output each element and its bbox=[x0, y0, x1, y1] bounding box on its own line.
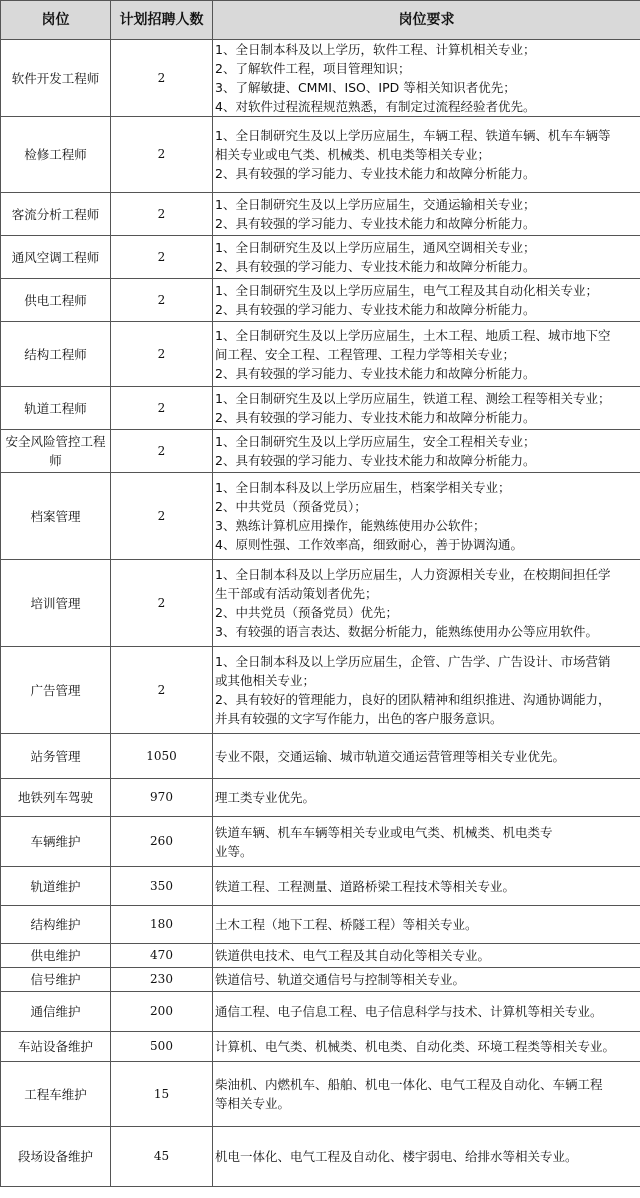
header-count: 计划招聘人数 bbox=[111, 1, 213, 40]
position-cell: 车辆维护 bbox=[1, 817, 111, 867]
count-cell: 260 bbox=[111, 817, 213, 867]
requirement-line: 等相关专业。 bbox=[215, 1096, 291, 1111]
count-cell: 970 bbox=[111, 779, 213, 817]
requirement-line: 或其他相关专业； bbox=[215, 673, 316, 688]
header-position: 岗位 bbox=[1, 1, 111, 40]
requirement-line: 1、全日制研究生及以上学历应届生，安全工程相关专业； bbox=[215, 434, 536, 449]
requirement-line: 1、全日制研究生及以上学历应届生，电气工程及其自动化相关专业； bbox=[215, 283, 598, 298]
requirements-cell bbox=[213, 560, 640, 647]
count-cell: 500 bbox=[111, 1032, 213, 1062]
position-cell: 通信维护 bbox=[1, 992, 111, 1032]
requirements-cell bbox=[213, 906, 640, 944]
table-row bbox=[1, 387, 640, 430]
requirement-line: 2、了解软件工程，项目管理知识； bbox=[215, 61, 411, 76]
count-cell: 2 bbox=[111, 430, 213, 473]
requirements-cell bbox=[213, 322, 640, 387]
requirement-line: 通信工程、电子信息工程、电子信息科学与技术、计算机等相关专业。 bbox=[215, 1004, 603, 1019]
requirement-line: 间工程、安全工程、工程管理、工程力学等相关专业； bbox=[215, 346, 516, 362]
requirements-cell bbox=[213, 734, 640, 779]
count-cell: 15 bbox=[111, 1062, 213, 1127]
requirement-line: 1、全日制研究生及以上学历应届生，土木工程、地质工程、城市地下空 bbox=[215, 327, 611, 343]
position-cell: 广告管理 bbox=[1, 647, 111, 734]
requirement-line: 2、具有较强的学习能力、专业技术能力和故障分析能力。 bbox=[215, 410, 536, 425]
requirement-line: 机电一体化、电气工程及自动化、楼宇弱电、给排水等相关专业。 bbox=[215, 1149, 578, 1164]
requirement-line: 2、中共党员（预备党员）优先； bbox=[215, 605, 398, 620]
position-cell: 站务管理 bbox=[1, 734, 111, 779]
count-cell: 2 bbox=[111, 387, 213, 430]
table-row bbox=[1, 1032, 640, 1062]
position-cell: 供电工程师 bbox=[1, 279, 111, 322]
requirement-line: 理工类专业优先。 bbox=[215, 790, 316, 805]
requirement-line: 柴油机、内燃机车、船舶、机电一体化、电气工程及自动化、车辆工程 bbox=[215, 1077, 603, 1092]
requirement-line: 1、全日制本科及以上学历，软件工程、计算机相关专业； bbox=[215, 42, 536, 57]
requirements-cell bbox=[213, 1032, 640, 1062]
requirements-cell bbox=[213, 992, 640, 1032]
table-row bbox=[1, 1062, 640, 1127]
requirements-cell bbox=[213, 40, 640, 117]
requirement-line: 4、对软件过程流程规范熟悉，有制定过流程经验者优先。 bbox=[215, 99, 536, 114]
requirements-cell bbox=[213, 387, 640, 430]
position-cell: 地铁列车驾驶 bbox=[1, 779, 111, 817]
requirement-line: 1、全日制研究生及以上学历应届生，铁道工程、测绘工程等相关专业； bbox=[215, 391, 611, 406]
position-cell: 段场设备维护 bbox=[1, 1127, 111, 1187]
requirement-line: 铁道信号、轨道交通信号与控制等相关专业。 bbox=[215, 972, 466, 987]
table-row bbox=[1, 236, 640, 279]
count-cell: 2 bbox=[111, 236, 213, 279]
position-cell: 轨道工程师 bbox=[1, 387, 111, 430]
requirement-line: 3、有较强的语言表达、数据分析能力，能熟练使用办公等应用软件。 bbox=[215, 624, 598, 639]
table-row bbox=[1, 906, 640, 944]
requirements-cell bbox=[213, 1127, 640, 1187]
requirements-cell bbox=[213, 117, 640, 193]
table-row bbox=[1, 279, 640, 322]
position-cell: 通风空调工程师 bbox=[1, 236, 111, 279]
table-row bbox=[1, 40, 640, 117]
table-header-row bbox=[1, 1, 640, 40]
table-row bbox=[1, 1127, 640, 1187]
header-requirements: 岗位要求 bbox=[213, 1, 640, 40]
count-cell: 2 bbox=[111, 647, 213, 734]
requirements-cell bbox=[213, 817, 640, 867]
table-row bbox=[1, 817, 640, 867]
requirements-cell bbox=[213, 473, 640, 560]
table-row bbox=[1, 779, 640, 817]
count-cell: 230 bbox=[111, 968, 213, 992]
count-cell: 180 bbox=[111, 906, 213, 944]
table-row bbox=[1, 430, 640, 473]
requirement-line: 相关专业或电气类、机械类、机电类等相关专业； bbox=[215, 147, 491, 162]
table-row bbox=[1, 968, 640, 992]
table-row bbox=[1, 992, 640, 1032]
position-cell: 安全风险管控工程师 bbox=[1, 430, 111, 473]
requirement-line: 1、全日制本科及以上学历应届生，档案学相关专业； bbox=[215, 480, 511, 495]
count-cell: 2 bbox=[111, 117, 213, 193]
requirement-line: 业等。 bbox=[215, 843, 253, 859]
requirement-line: 土木工程（地下工程、桥隧工程）等相关专业。 bbox=[215, 917, 478, 932]
count-cell: 1050 bbox=[111, 734, 213, 779]
table-row bbox=[1, 193, 640, 236]
requirements-cell bbox=[213, 430, 640, 473]
count-cell: 2 bbox=[111, 560, 213, 647]
requirements-cell bbox=[213, 1062, 640, 1127]
position-cell: 检修工程师 bbox=[1, 117, 111, 193]
position-cell: 结构工程师 bbox=[1, 322, 111, 387]
requirement-line: 1、全日制研究生及以上学历应届生，交通运输相关专业； bbox=[215, 197, 536, 212]
requirement-line: 2、具有较好的管理能力，良好的团队精神和组织推进、沟通协调能力， bbox=[215, 692, 611, 707]
requirement-line: 2、具有较强的学习能力、专业技术能力和故障分析能力。 bbox=[215, 302, 536, 317]
requirement-line: 计算机、电气类、机械类、机电类、自动化类、环境工程类等相关专业。 bbox=[215, 1039, 616, 1054]
position-cell: 客流分析工程师 bbox=[1, 193, 111, 236]
table-row bbox=[1, 473, 640, 560]
requirement-line: 铁道工程、工程测量、道路桥梁工程技术等相关专业。 bbox=[215, 878, 516, 894]
requirements-cell bbox=[213, 867, 640, 906]
position-cell: 工程车维护 bbox=[1, 1062, 111, 1127]
count-cell: 2 bbox=[111, 40, 213, 117]
requirements-cell bbox=[213, 779, 640, 817]
requirement-line: 铁道车辆、机车车辆等相关专业或电气类、机械类、机电类专 bbox=[215, 824, 553, 840]
requirements-cell bbox=[213, 279, 640, 322]
requirements-cell bbox=[213, 236, 640, 279]
count-cell: 2 bbox=[111, 279, 213, 322]
requirement-line: 4、原则性强、工作效率高，细致耐心，善于协调沟通。 bbox=[215, 537, 523, 552]
requirement-line: 2、具有较强的学习能力、专业技术能力和故障分析能力。 bbox=[215, 365, 536, 381]
count-cell: 2 bbox=[111, 322, 213, 387]
requirements-cell bbox=[213, 944, 640, 968]
requirements-cell bbox=[213, 968, 640, 992]
table-row bbox=[1, 560, 640, 647]
position-cell: 培训管理 bbox=[1, 560, 111, 647]
table-row bbox=[1, 867, 640, 906]
requirement-line: 1、全日制本科及以上学历应届生，人力资源相关专业，在校期间担任学 bbox=[215, 567, 611, 582]
position-cell: 信号维护 bbox=[1, 968, 111, 992]
table-body bbox=[1, 40, 640, 1187]
requirements-cell bbox=[213, 647, 640, 734]
count-cell: 2 bbox=[111, 193, 213, 236]
count-cell: 45 bbox=[111, 1127, 213, 1187]
requirement-line: 1、全日制研究生及以上学历应届生，车辆工程、铁道车辆、机车车辆等 bbox=[215, 128, 611, 143]
requirement-line: 2、具有较强的学习能力、专业技术能力和故障分析能力。 bbox=[215, 216, 536, 231]
count-cell: 350 bbox=[111, 867, 213, 906]
position-cell: 供电维护 bbox=[1, 944, 111, 968]
requirement-line: 2、具有较强的学习能力、专业技术能力和故障分析能力。 bbox=[215, 259, 536, 274]
table-row bbox=[1, 647, 640, 734]
count-cell: 200 bbox=[111, 992, 213, 1032]
requirement-line: 2、具有较强的学习能力、专业技术能力和故障分析能力。 bbox=[215, 166, 536, 181]
requirement-line: 1、全日制本科及以上学历应届生，企管、广告学、广告设计、市场营销 bbox=[215, 654, 611, 669]
table-row bbox=[1, 117, 640, 193]
requirement-line: 2、中共党员（预备党员）； bbox=[215, 499, 367, 514]
table-row bbox=[1, 944, 640, 968]
position-cell: 档案管理 bbox=[1, 473, 111, 560]
requirement-line: 并具有较强的文字写作能力，出色的客户服务意识。 bbox=[215, 711, 503, 726]
table-row bbox=[1, 734, 640, 779]
count-cell: 2 bbox=[111, 473, 213, 560]
position-cell: 车站设备维护 bbox=[1, 1032, 111, 1062]
requirement-line: 生干部或有活动策划者优先； bbox=[215, 586, 378, 601]
requirement-line: 1、全日制研究生及以上学历应届生，通风空调相关专业； bbox=[215, 240, 536, 255]
position-cell: 软件开发工程师 bbox=[1, 40, 111, 117]
requirement-line: 3、了解敏捷、CMMI、ISO、IPD 等相关知识者优先； bbox=[215, 80, 516, 95]
requirement-line: 铁道供电技术、电气工程及其自动化等相关专业。 bbox=[215, 948, 491, 963]
table-row bbox=[1, 322, 640, 387]
position-cell: 轨道维护 bbox=[1, 867, 111, 906]
requirement-line: 2、具有较强的学习能力、专业技术能力和故障分析能力。 bbox=[215, 453, 536, 468]
requirements-cell bbox=[213, 193, 640, 236]
requirement-line: 3、熟练计算机应用操作，能熟练使用办公软件； bbox=[215, 518, 486, 533]
requirement-line: 专业不限，交通运输、城市轨道交通运营管理等相关专业优先。 bbox=[215, 748, 566, 764]
count-cell: 470 bbox=[111, 944, 213, 968]
position-cell: 结构维护 bbox=[1, 906, 111, 944]
